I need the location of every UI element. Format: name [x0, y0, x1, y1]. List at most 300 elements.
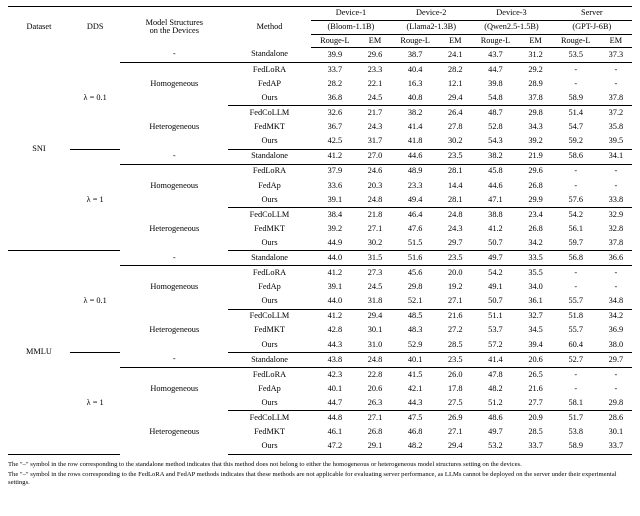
- method-name: Standalone: [228, 149, 311, 164]
- method-name: Ours: [228, 91, 311, 106]
- results-table: [8, 6, 632, 455]
- metric-value: 50.7: [471, 236, 519, 251]
- table-row: [8, 149, 632, 164]
- header-model-structures: [120, 7, 228, 48]
- method-name: FedMKT: [254, 325, 285, 335]
- metric-value: 45.8: [488, 166, 503, 176]
- metric-value: 32.7: [528, 311, 543, 321]
- metric-value: 24.5: [359, 91, 391, 106]
- metric-value: 53.7: [488, 325, 503, 335]
- metric-value: 27.8: [448, 122, 463, 132]
- metric-value: 54.2: [568, 209, 583, 219]
- method-name: FedCoLLM: [249, 108, 290, 118]
- header-device-3-model: (Qwen2.5-1.5B): [471, 21, 551, 35]
- metric-value: 26.3: [359, 396, 391, 411]
- metric-value: 37.3: [600, 48, 632, 63]
- metric-value: 36.1: [520, 295, 552, 310]
- metric-value: 34.1: [600, 149, 632, 164]
- table-body: [8, 48, 632, 455]
- metric-value: 52.8: [488, 122, 503, 132]
- dataset-name: SNI: [8, 48, 70, 251]
- metric-value: 35.5: [528, 268, 543, 278]
- method-name: Standalone: [228, 251, 311, 266]
- method-name: Ours: [228, 236, 311, 251]
- metric-value: 22.8: [367, 369, 383, 379]
- dataset-name: MMLU: [8, 251, 70, 454]
- metric-value: 20.9: [528, 413, 543, 423]
- metric-value: -: [574, 180, 578, 190]
- metric-value: 51.7: [568, 413, 583, 423]
- metric-value: 23.4: [528, 209, 543, 219]
- metric-value: 34.2: [608, 311, 624, 321]
- metric-value: -: [614, 282, 618, 292]
- metric-value: 29.4: [367, 311, 383, 321]
- model-structure: Heterogeneous: [149, 223, 200, 233]
- method-name: FedLoRA: [252, 64, 287, 74]
- metric-value: 34.5: [528, 325, 543, 335]
- metric-value: 38.2: [471, 149, 519, 164]
- metric-value: 32.8: [608, 223, 624, 233]
- method-name: Standalone: [228, 352, 311, 367]
- method-name: FedMKT: [254, 427, 285, 437]
- metric-value: 29.4: [439, 91, 471, 106]
- metric-value: 49.7: [471, 251, 519, 266]
- metric-value: 44.6: [391, 149, 439, 164]
- metric-value: 26.8: [367, 427, 383, 437]
- metric-value: 29.8: [600, 396, 632, 411]
- dds-value: λ = 1: [70, 149, 120, 251]
- metric-value: 46.1: [327, 427, 343, 437]
- method-name: FedLoRA: [252, 166, 287, 176]
- model-structure: Heterogeneous: [149, 122, 200, 132]
- metric-value: 32.9: [608, 209, 624, 219]
- method-name: Ours: [228, 135, 311, 150]
- metric-value: 41.4: [407, 122, 423, 132]
- metric-value: 26.9: [448, 413, 463, 423]
- metric-value: 49.7: [488, 427, 503, 437]
- metric-value: 38.0: [600, 338, 632, 353]
- metric-value: 24.3: [367, 122, 383, 132]
- metric-value: 20.3: [367, 180, 383, 190]
- metric-value: 58.9: [552, 91, 600, 106]
- model-structure: -: [120, 48, 228, 63]
- metric-value: 40.4: [407, 64, 423, 74]
- metric-value: 27.0: [359, 149, 391, 164]
- model-structure: -: [120, 352, 228, 367]
- metric-value: -: [614, 268, 618, 278]
- method-name: FedAp: [258, 282, 281, 292]
- header-device-2-model: (Llama2-1.3B): [391, 21, 471, 35]
- metric-value: 48.7: [488, 108, 503, 118]
- method-name: FedCoLLM: [249, 209, 290, 219]
- method-name: Standalone: [228, 48, 311, 63]
- metric-value: 38.2: [407, 108, 423, 118]
- metric-value: 59.2: [552, 135, 600, 150]
- metric-value: 34.8: [600, 295, 632, 310]
- method-name: Ours: [228, 338, 311, 353]
- metric-value: -: [574, 78, 578, 88]
- metric-value: 21.8: [367, 209, 383, 219]
- metric-value: 51.6: [391, 251, 439, 266]
- model-structure: Homogeneous: [150, 79, 199, 89]
- table-note-1: The "–" symbol in the row corresponding to the standalone method indicates that this method does not belong to either the homogeneous or heterogeneous model structures setting on the devices.: [8, 460, 522, 468]
- metric-value: 41.2: [327, 268, 343, 278]
- metric-value: 48.2: [488, 383, 503, 393]
- metric-value: 37.9: [327, 166, 343, 176]
- metric-value: 26.8: [528, 180, 543, 190]
- metric-value: 58.1: [552, 396, 600, 411]
- metric-value: 43.8: [311, 352, 359, 367]
- metric-value: 19.2: [448, 282, 463, 292]
- metric-value: 29.2: [528, 64, 543, 74]
- metric-value: 27.1: [439, 295, 471, 310]
- metric-value: 31.5: [359, 251, 391, 266]
- metric-value: 26.5: [528, 369, 543, 379]
- metric-value: -: [574, 369, 578, 379]
- metric-value: 29.7: [439, 236, 471, 251]
- metric-value: 27.2: [448, 325, 463, 335]
- method-name: FedCoLLM: [249, 311, 290, 321]
- metric-value: 44.6: [488, 180, 503, 190]
- metric-value: 51.2: [471, 396, 519, 411]
- metric-value: -: [614, 64, 618, 74]
- metric-value: 21.7: [367, 108, 383, 118]
- header-metric-rouge-4: Rouge-L: [552, 35, 600, 48]
- metric-value: 33.7: [327, 64, 343, 74]
- metric-value: 53.8: [568, 427, 583, 437]
- metric-value: 20.6: [367, 383, 383, 393]
- metric-value: 36.9: [608, 325, 624, 335]
- metric-value: 46.8: [407, 427, 423, 437]
- metric-value: 34.0: [528, 282, 543, 292]
- header-metric-em-4: EM: [600, 35, 632, 48]
- metric-value: 28.9: [528, 78, 543, 88]
- metric-value: 42.1: [407, 383, 423, 393]
- metric-value: 28.1: [448, 166, 463, 176]
- metric-value: 48.3: [407, 325, 423, 335]
- metric-value: 23.3: [407, 180, 423, 190]
- metric-value: 54.8: [471, 91, 519, 106]
- metric-value: 33.5: [520, 251, 552, 266]
- metric-value: 34.3: [528, 122, 543, 132]
- metric-value: 23.5: [439, 251, 471, 266]
- metric-value: 42.3: [327, 369, 343, 379]
- metric-value: 51.1: [488, 311, 503, 321]
- metric-value: -: [574, 383, 578, 393]
- metric-value: 47.8: [488, 369, 503, 379]
- metric-value: 52.7: [552, 352, 600, 367]
- metric-value: 47.2: [311, 440, 359, 455]
- metric-value: 44.7: [311, 396, 359, 411]
- metric-value: 41.2: [311, 149, 359, 164]
- metric-value: 30.2: [359, 236, 391, 251]
- metric-value: 22.1: [367, 78, 383, 88]
- metric-value: 39.1: [311, 193, 359, 208]
- metric-value: 38.7: [391, 48, 439, 63]
- metric-value: 23.5: [439, 149, 471, 164]
- metric-value: 51.4: [568, 108, 583, 118]
- metric-value: 38.8: [488, 209, 503, 219]
- metric-value: 56.8: [552, 251, 600, 266]
- metric-value: 29.6: [528, 166, 543, 176]
- header-metric-em-2: EM: [439, 35, 471, 48]
- metric-value: 47.5: [407, 413, 423, 423]
- metric-value: 41.2: [488, 223, 503, 233]
- metric-value: 53.5: [552, 48, 600, 63]
- metric-value: 44.3: [391, 396, 439, 411]
- method-name: Ours: [228, 396, 311, 411]
- model-structure: -: [120, 251, 228, 266]
- metric-value: 26.4: [448, 108, 463, 118]
- metric-value: 31.0: [359, 338, 391, 353]
- metric-value: 37.8: [600, 236, 632, 251]
- metric-value: 52.1: [391, 295, 439, 310]
- metric-value: 21.6: [448, 311, 463, 321]
- metric-value: 20.0: [448, 268, 463, 278]
- metric-value: 29.9: [520, 193, 552, 208]
- metric-value: 29.1: [359, 440, 391, 455]
- metric-value: 54.3: [471, 135, 519, 150]
- metric-value: 40.8: [391, 91, 439, 106]
- metric-value: 37.2: [608, 108, 624, 118]
- metric-value: 47.1: [471, 193, 519, 208]
- metric-value: 57.2: [471, 338, 519, 353]
- metric-value: 39.4: [520, 338, 552, 353]
- header-model-structures-line2: on the Devices: [149, 26, 199, 36]
- metric-value: -: [614, 180, 618, 190]
- table-head: [8, 7, 632, 48]
- metric-value: 23.5: [439, 352, 471, 367]
- metric-value: 28.1: [439, 193, 471, 208]
- metric-value: 30.2: [439, 135, 471, 150]
- metric-value: -: [574, 268, 578, 278]
- metric-value: 14.4: [448, 180, 463, 190]
- metric-value: -: [614, 383, 618, 393]
- metric-value: 28.5: [439, 338, 471, 353]
- model-structure: Homogeneous: [150, 384, 199, 394]
- metric-value: 33.7: [520, 440, 552, 455]
- header-metric-em-3: EM: [520, 35, 552, 48]
- metric-value: 53.2: [471, 440, 519, 455]
- metric-value: 37.8: [600, 91, 632, 106]
- metric-value: -: [614, 369, 618, 379]
- dds-value: λ = 0.1: [70, 251, 120, 353]
- header-dataset: Dataset: [8, 7, 70, 48]
- method-name: Ours: [228, 295, 311, 310]
- metric-value: 59.7: [552, 236, 600, 251]
- metric-value: 57.6: [552, 193, 600, 208]
- model-structure: Heterogeneous: [149, 325, 200, 335]
- metric-value: 30.1: [608, 427, 624, 437]
- metric-value: 32.6: [327, 108, 343, 118]
- metric-value: 23.3: [367, 64, 383, 74]
- metric-value: -: [614, 78, 618, 88]
- metric-value: 36.7: [327, 122, 343, 132]
- metric-value: 54.2: [488, 268, 503, 278]
- model-structure: Homogeneous: [150, 180, 199, 190]
- metric-value: 29.4: [439, 440, 471, 455]
- header-method: Method: [228, 7, 311, 48]
- metric-value: 28.6: [608, 413, 624, 423]
- metric-value: 60.4: [552, 338, 600, 353]
- metric-value: -: [614, 166, 618, 176]
- metric-value: 41.8: [391, 135, 439, 150]
- metric-value: 20.6: [520, 352, 552, 367]
- metric-value: 55.7: [568, 325, 583, 335]
- metric-value: 31.2: [520, 48, 552, 63]
- metric-value: 44.3: [311, 338, 359, 353]
- dds-value: λ = 1: [70, 352, 120, 454]
- metric-value: 41.5: [407, 369, 423, 379]
- metric-value: 39.5: [600, 135, 632, 150]
- method-name: FedLoRA: [252, 268, 287, 278]
- metric-value: 39.2: [520, 135, 552, 150]
- metric-value: 30.1: [367, 325, 383, 335]
- metric-value: 26.8: [528, 223, 543, 233]
- metric-value: 27.3: [367, 268, 383, 278]
- method-name: FedAp: [258, 383, 281, 393]
- metric-value: 12.1: [448, 78, 463, 88]
- metric-value: 27.1: [367, 223, 383, 233]
- metric-value: 48.9: [407, 166, 423, 176]
- model-structure: Heterogeneous: [149, 427, 200, 437]
- dds-value: λ = 0.1: [70, 48, 120, 150]
- metric-value: 51.5: [391, 236, 439, 251]
- metric-value: 52.9: [391, 338, 439, 353]
- table-note-2: The "–" symbol in the rows corresponding to the FedLoRA and FedAP methods indicates that these methods are not applicable for evaluating server performance, as LLMs cannot be deployed on the server under their experimental settings.: [8, 470, 617, 487]
- metric-value: -: [574, 282, 578, 292]
- metric-value: 21.9: [520, 149, 552, 164]
- header-server: Server: [552, 7, 632, 21]
- metric-value: 43.7: [471, 48, 519, 63]
- model-structure: -: [120, 149, 228, 164]
- header-metric-em-1: EM: [359, 35, 391, 48]
- metric-value: 24.5: [367, 282, 383, 292]
- header-device-2: Device-2: [391, 7, 471, 21]
- method-name: FedAp: [258, 180, 281, 190]
- metric-value: 28.2: [327, 78, 343, 88]
- model-structure: Homogeneous: [150, 282, 199, 292]
- metric-value: 29.7: [600, 352, 632, 367]
- metric-value: 24.8: [448, 209, 463, 219]
- metric-value: 31.8: [359, 295, 391, 310]
- metric-value: 27.1: [367, 413, 383, 423]
- metric-value: 37.8: [520, 91, 552, 106]
- metric-value: 33.7: [600, 440, 632, 455]
- header-dds: DDS: [70, 7, 120, 48]
- header-device-3: Device-3: [471, 7, 551, 21]
- metric-value: 17.8: [448, 383, 463, 393]
- method-name: FedCoLLM: [249, 413, 290, 423]
- metric-value: 21.6: [528, 383, 543, 393]
- metric-value: 27.5: [439, 396, 471, 411]
- metric-value: 42.5: [311, 135, 359, 150]
- metric-value: 48.6: [488, 413, 503, 423]
- metric-value: 54.7: [568, 122, 583, 132]
- metric-value: 39.9: [311, 48, 359, 63]
- metric-value: 34.2: [520, 236, 552, 251]
- metric-value: 39.1: [327, 282, 343, 292]
- header-row-1: [8, 7, 632, 21]
- metric-value: 46.4: [407, 209, 423, 219]
- metric-value: 28.5: [528, 427, 543, 437]
- metric-value: 42.8: [327, 325, 343, 335]
- header-metric-rouge-3: Rouge-L: [471, 35, 519, 48]
- table-row: [8, 48, 632, 63]
- metric-value: 44.9: [311, 236, 359, 251]
- metric-value: 26.0: [448, 369, 463, 379]
- metric-value: 48.5: [407, 311, 423, 321]
- method-name: FedLoRA: [252, 369, 287, 379]
- header-device-1-model: (Bloom-1.1B): [311, 21, 391, 35]
- metric-value: 24.8: [359, 193, 391, 208]
- table-row: [8, 251, 632, 266]
- metric-value: 36.6: [600, 251, 632, 266]
- table-row: [8, 352, 632, 367]
- header-metric-rouge-2: Rouge-L: [391, 35, 439, 48]
- metric-value: 47.6: [407, 223, 423, 233]
- metric-value: 44.8: [327, 413, 343, 423]
- method-name: FedMKT: [254, 223, 285, 233]
- metric-value: 36.8: [311, 91, 359, 106]
- metric-value: 24.1: [439, 48, 471, 63]
- header-server-model: (GPT-J-6B): [552, 21, 632, 35]
- metric-value: 58.6: [552, 149, 600, 164]
- header-device-1: Device-1: [311, 7, 391, 21]
- metric-value: -: [574, 166, 578, 176]
- metric-value: 41.2: [327, 311, 343, 321]
- metric-value: 51.8: [568, 311, 583, 321]
- metric-value: 33.6: [327, 180, 343, 190]
- metric-value: 49.4: [391, 193, 439, 208]
- metric-value: 44.7: [488, 64, 503, 74]
- metric-value: 24.8: [359, 352, 391, 367]
- metric-value: 44.0: [311, 295, 359, 310]
- metric-value: 58.9: [552, 440, 600, 455]
- metric-value: 49.1: [488, 282, 503, 292]
- metric-value: 31.7: [359, 135, 391, 150]
- metric-value: 35.8: [608, 122, 624, 132]
- metric-value: 29.8: [407, 282, 423, 292]
- metric-value: 50.7: [471, 295, 519, 310]
- metric-value: 27.7: [520, 396, 552, 411]
- metric-value: 27.1: [448, 427, 463, 437]
- metric-value: 56.1: [568, 223, 583, 233]
- metric-value: 29.6: [359, 48, 391, 63]
- metric-value: 39.2: [327, 223, 343, 233]
- metric-value: 33.8: [600, 193, 632, 208]
- metric-value: 24.6: [367, 166, 383, 176]
- metric-value: 24.3: [448, 223, 463, 233]
- table-notes: [8, 461, 632, 489]
- metric-value: 48.2: [391, 440, 439, 455]
- metric-value: 40.1: [391, 352, 439, 367]
- metric-value: 41.4: [471, 352, 519, 367]
- metric-value: -: [574, 64, 578, 74]
- metric-value: 44.0: [311, 251, 359, 266]
- method-name: Ours: [228, 193, 311, 208]
- metric-value: 38.4: [327, 209, 343, 219]
- method-name: Ours: [228, 440, 311, 455]
- method-name: FedAP: [257, 78, 282, 88]
- metric-value: 55.7: [552, 295, 600, 310]
- method-name: FedMKT: [254, 122, 285, 132]
- header-metric-rouge-1: Rouge-L: [311, 35, 359, 48]
- metric-value: 39.8: [488, 78, 503, 88]
- metric-value: 45.6: [407, 268, 423, 278]
- metric-value: 40.1: [327, 383, 343, 393]
- header-model-structures-line1: Model Structures: [145, 17, 203, 27]
